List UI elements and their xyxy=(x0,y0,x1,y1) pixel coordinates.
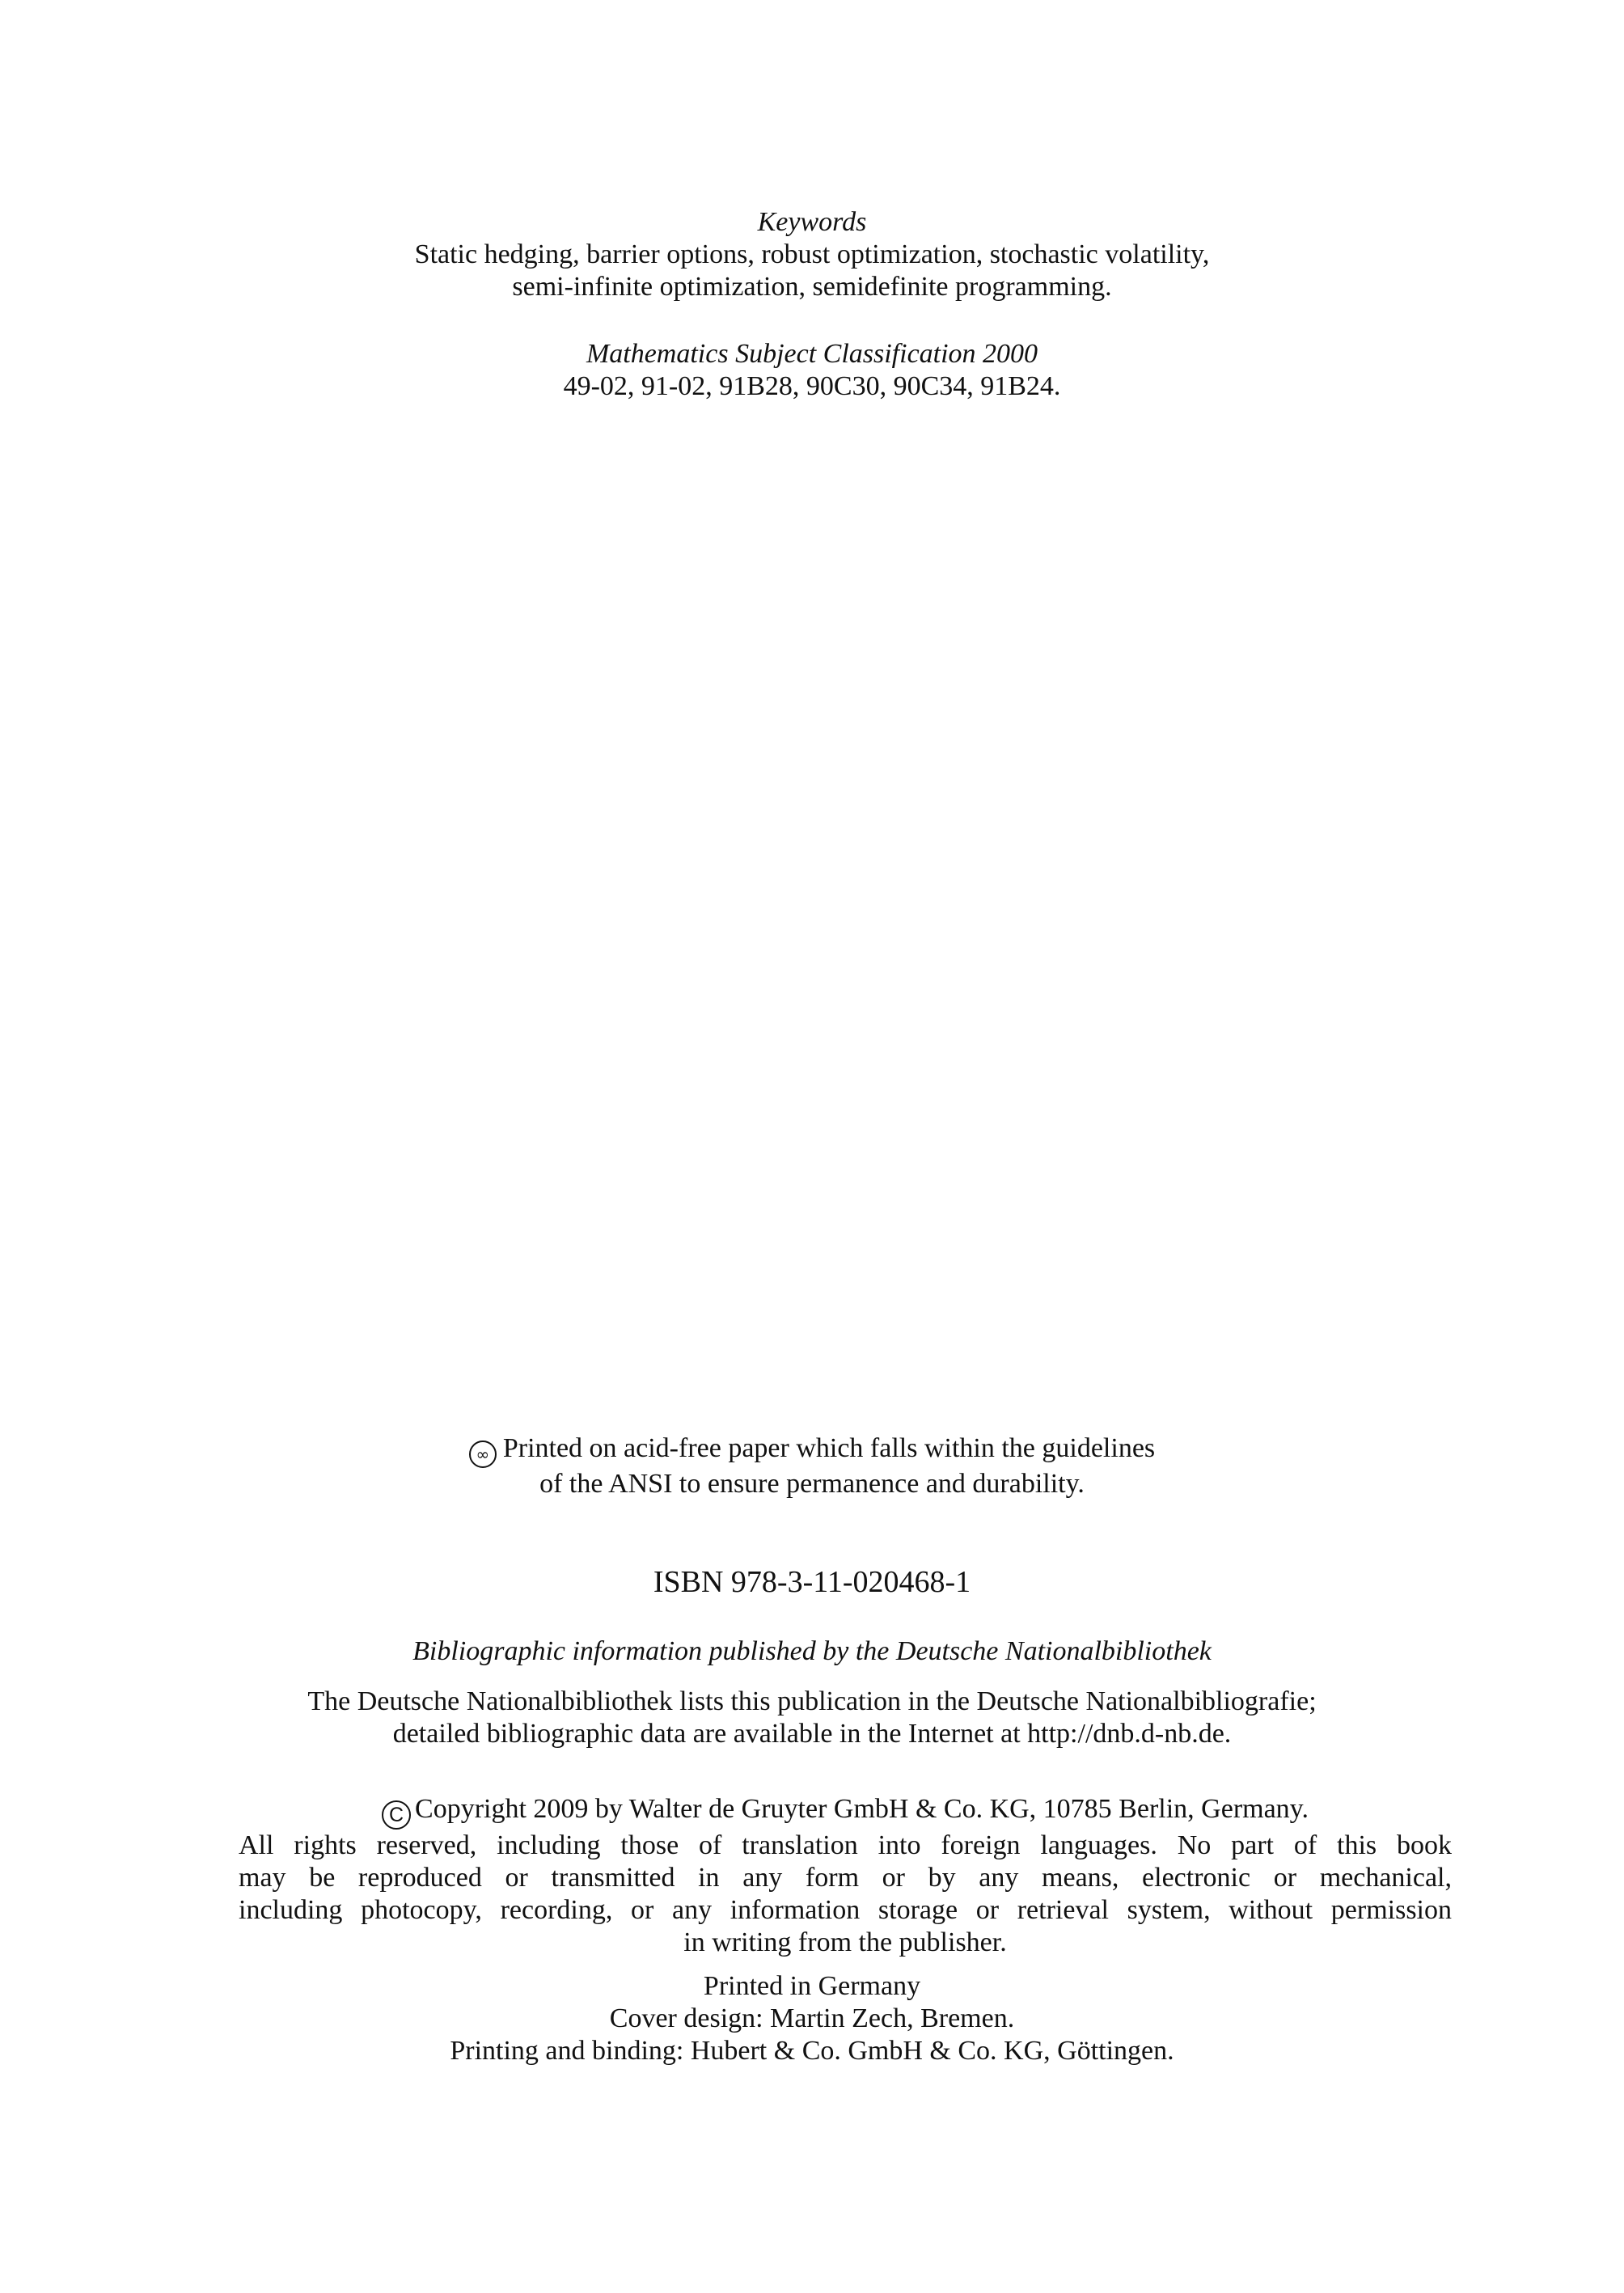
printing-line-3: Printing and binding: Hubert & Co. GmbH & Co. KG, Göttingen. xyxy=(450,2036,1174,2066)
bibliographic-section xyxy=(0,1686,1624,1750)
printing-section xyxy=(0,1970,1624,2067)
copyright-line-5: in writing from the publisher. xyxy=(683,1927,1007,1957)
isbn-number: ISBN 978-3-11-020468-1 xyxy=(653,1565,971,1599)
paper-notice-text-1: Printed on acid-free paper which falls within the guidelines xyxy=(502,1433,1156,1463)
classification-codes: 49-02, 91-02, 91B28, 90C30, 90C34, 91B24. xyxy=(563,371,1061,401)
bibliographic-heading-section xyxy=(0,1635,1624,1668)
keywords-line-1: Static hedging, barrier options, robust optimization, stochastic volatility, xyxy=(414,239,1210,269)
keywords-section xyxy=(0,206,1624,303)
copyright-text-1: Copyright 2009 by Walter de Gruyter GmbH & Co. KG, 10785 Berlin, Germany. xyxy=(415,1794,1309,1824)
printing-line-2: Cover design: Martin Zech, Bremen. xyxy=(609,2003,1015,2033)
paper-notice-line-1 xyxy=(0,1432,1624,1468)
classification-section xyxy=(0,338,1624,403)
isbn-section xyxy=(0,1563,1624,1601)
copyright-line-4: including photocopy, recording, or any information storage or retrieval system, without permission xyxy=(239,1895,1452,1925)
keywords-line-2: semi-infinite optimization, semidefinite programming. xyxy=(512,272,1112,302)
infinity-icon: ∞ xyxy=(469,1441,497,1468)
keywords-heading: Keywords xyxy=(757,207,867,237)
copyright-line-3: may be reproduced or transmitted in any form or by any means, electronic or mechanical, xyxy=(239,1863,1452,1893)
copyright-section xyxy=(239,1793,1452,1959)
paper-notice-line-2: of the ANSI to ensure permanence and durability. xyxy=(539,1469,1085,1499)
bibliographic-line-1: The Deutsche Nationalbibliothek lists this publication in the Deutsche Nationalbibliografie; xyxy=(307,1686,1317,1716)
paper-notice-section xyxy=(0,1432,1624,1500)
copyright-line-1 xyxy=(239,1793,1452,1830)
copyright-symbol-icon: C xyxy=(382,1800,411,1830)
classification-heading: Mathematics Subject Classification 2000 xyxy=(586,339,1038,369)
copyright-line-2: All rights reserved, including those of translation into foreign languages. No part of this book xyxy=(239,1830,1452,1860)
printing-line-1: Printed in Germany xyxy=(703,1971,921,2001)
bibliographic-line-2: detailed bibliographic data are available in the Internet at http://dnb.d-nb.de. xyxy=(392,1719,1232,1749)
bibliographic-heading: Bibliographic information published by the Deutsche Nationalbibliothek xyxy=(412,1636,1212,1666)
